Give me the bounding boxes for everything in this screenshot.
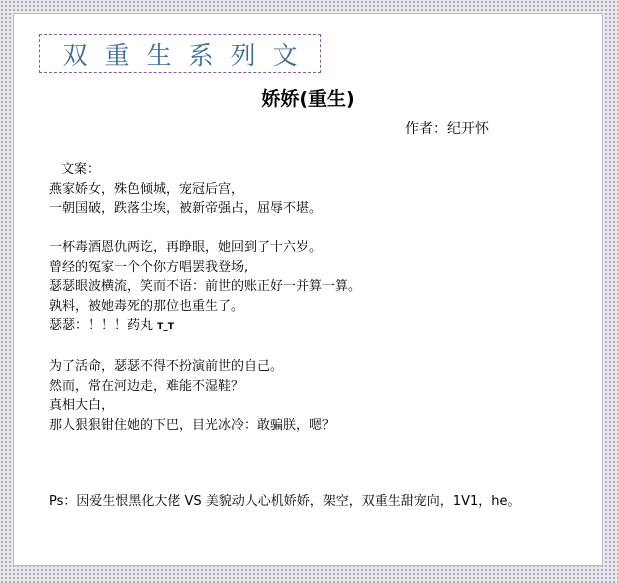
synopsis-line: 为了活命，瑟瑟不得不扮演前世的自己。 xyxy=(49,359,284,374)
exclaim-emoticon: T_T xyxy=(157,322,174,332)
series-title: 双重生系列文 xyxy=(62,40,315,70)
synopsis-body xyxy=(49,160,589,435)
paragraph-spacer xyxy=(49,219,589,239)
document-page xyxy=(13,13,603,566)
synopsis-line: 孰料，被她毒死的那位也重生了。 xyxy=(49,298,245,314)
synopsis-line: 真相大白， xyxy=(49,398,115,413)
paragraph-spacer xyxy=(49,338,589,358)
synopsis-line: 然而，常在河边走，难能不湿鞋？ xyxy=(49,378,245,394)
synopsis-line: 瑟瑟眼波横流，笑而不语：前世的账正好一并算一算。 xyxy=(49,279,362,294)
author-line: 作者：纪开怀 xyxy=(405,121,489,137)
exclaim-text: 瑟瑟：！！！药丸 xyxy=(49,318,154,333)
synopsis-line: 那人狠狠钳住她的下巴，目光冰冷：敢骗朕，嗯？ xyxy=(49,417,336,433)
ps-note: Ps：因爱生恨黑化大佬 VS 美貌动人心机娇娇，架空，双重生甜宠向，1V1，he。 xyxy=(49,494,521,509)
book-title: 娇娇(重生) xyxy=(261,88,355,110)
synopsis-line: 一朝国破，跌落尘埃，被新帝强占，屈辱不堪。 xyxy=(49,201,323,216)
series-title-box xyxy=(39,34,321,73)
synopsis-line: 曾经的冤家一个个你方唱罢我登场, xyxy=(49,259,249,275)
synopsis-line: 一杯毒酒恩仇两讫，再睁眼，她回到了十六岁。 xyxy=(49,240,323,255)
synopsis-line: 燕家娇女，殊色倾城，宠冠后宫， xyxy=(49,181,245,197)
synopsis-exclaim-line xyxy=(49,316,589,338)
synopsis-label: 文案： xyxy=(61,162,101,177)
